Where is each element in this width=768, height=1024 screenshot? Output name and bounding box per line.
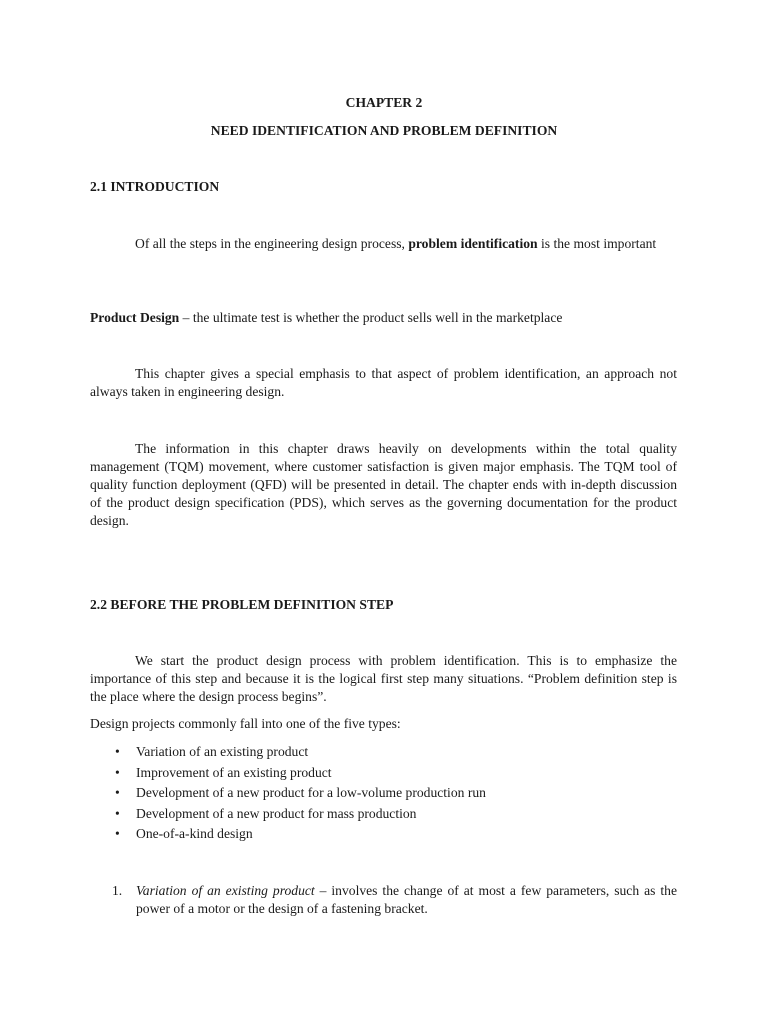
text-run: Of all the steps in the engineering design process,	[135, 236, 409, 251]
section-heading-before-problem-definition: 2.2 BEFORE THE PROBLEM DEFINITION STEP	[90, 597, 394, 612]
item-number: 1.	[112, 883, 123, 898]
list-item: • Variation of an existing product	[90, 743, 486, 764]
text-run: – the ultimate test is whether the product sells well in the marketplace	[179, 310, 563, 325]
section-heading-introduction: 2.1 INTRODUCTION	[90, 179, 220, 194]
list-item: • Development of a new product for mass production	[90, 805, 486, 826]
list-item: • Improvement of an existing product	[90, 764, 486, 785]
paragraph-product-design	[90, 309, 677, 327]
bold-term-problem-identification: problem identification	[408, 236, 538, 251]
italic-term-variation: Variation of an existing product	[136, 883, 315, 898]
paragraph-tqm: The information in this chapter draws heavily on developments within the total quality management (TQM) movement, where customer satisfaction is given major emphasis. The TQM tool of quality function deployment (QFD) will be presented in detail. The chapter ends with in-depth discussion of the product design specification (PDS), which serves as the governing documentation for the product design.	[90, 441, 677, 528]
chapter-number: CHAPTER 2	[345, 95, 423, 110]
item-text	[136, 882, 677, 918]
paragraph-start-design-process: We start the product design process with problem identification. This is to emphasize the importance of this step and because it is the logical first step many situations. “Problem definition step is the place where the design process begins”.	[90, 653, 677, 704]
list-item: • One-of-a-kind design	[90, 825, 486, 846]
design-types-list	[90, 743, 486, 846]
paragraph-special-emphasis: This chapter gives a special emphasis to that aspect of problem identification, an approach not always taken in engineering design.	[90, 366, 677, 399]
bold-term-product-design: Product Design	[90, 310, 180, 325]
text-run: – involves the change of at most a few parameters, such as the power of a motor or the design of a fastening bracket.	[136, 883, 677, 916]
paragraph-problem-identification	[90, 235, 677, 253]
paragraph-design-project-types: Design projects commonly fall into one of the five types:	[90, 716, 401, 731]
text-run: is the most important	[537, 236, 657, 251]
numbered-item-1	[90, 882, 677, 918]
chapter-title: NEED IDENTIFICATION AND PROBLEM DEFINITION	[210, 123, 558, 138]
list-item: • Development of a new product for a low-volume production run	[90, 784, 486, 805]
